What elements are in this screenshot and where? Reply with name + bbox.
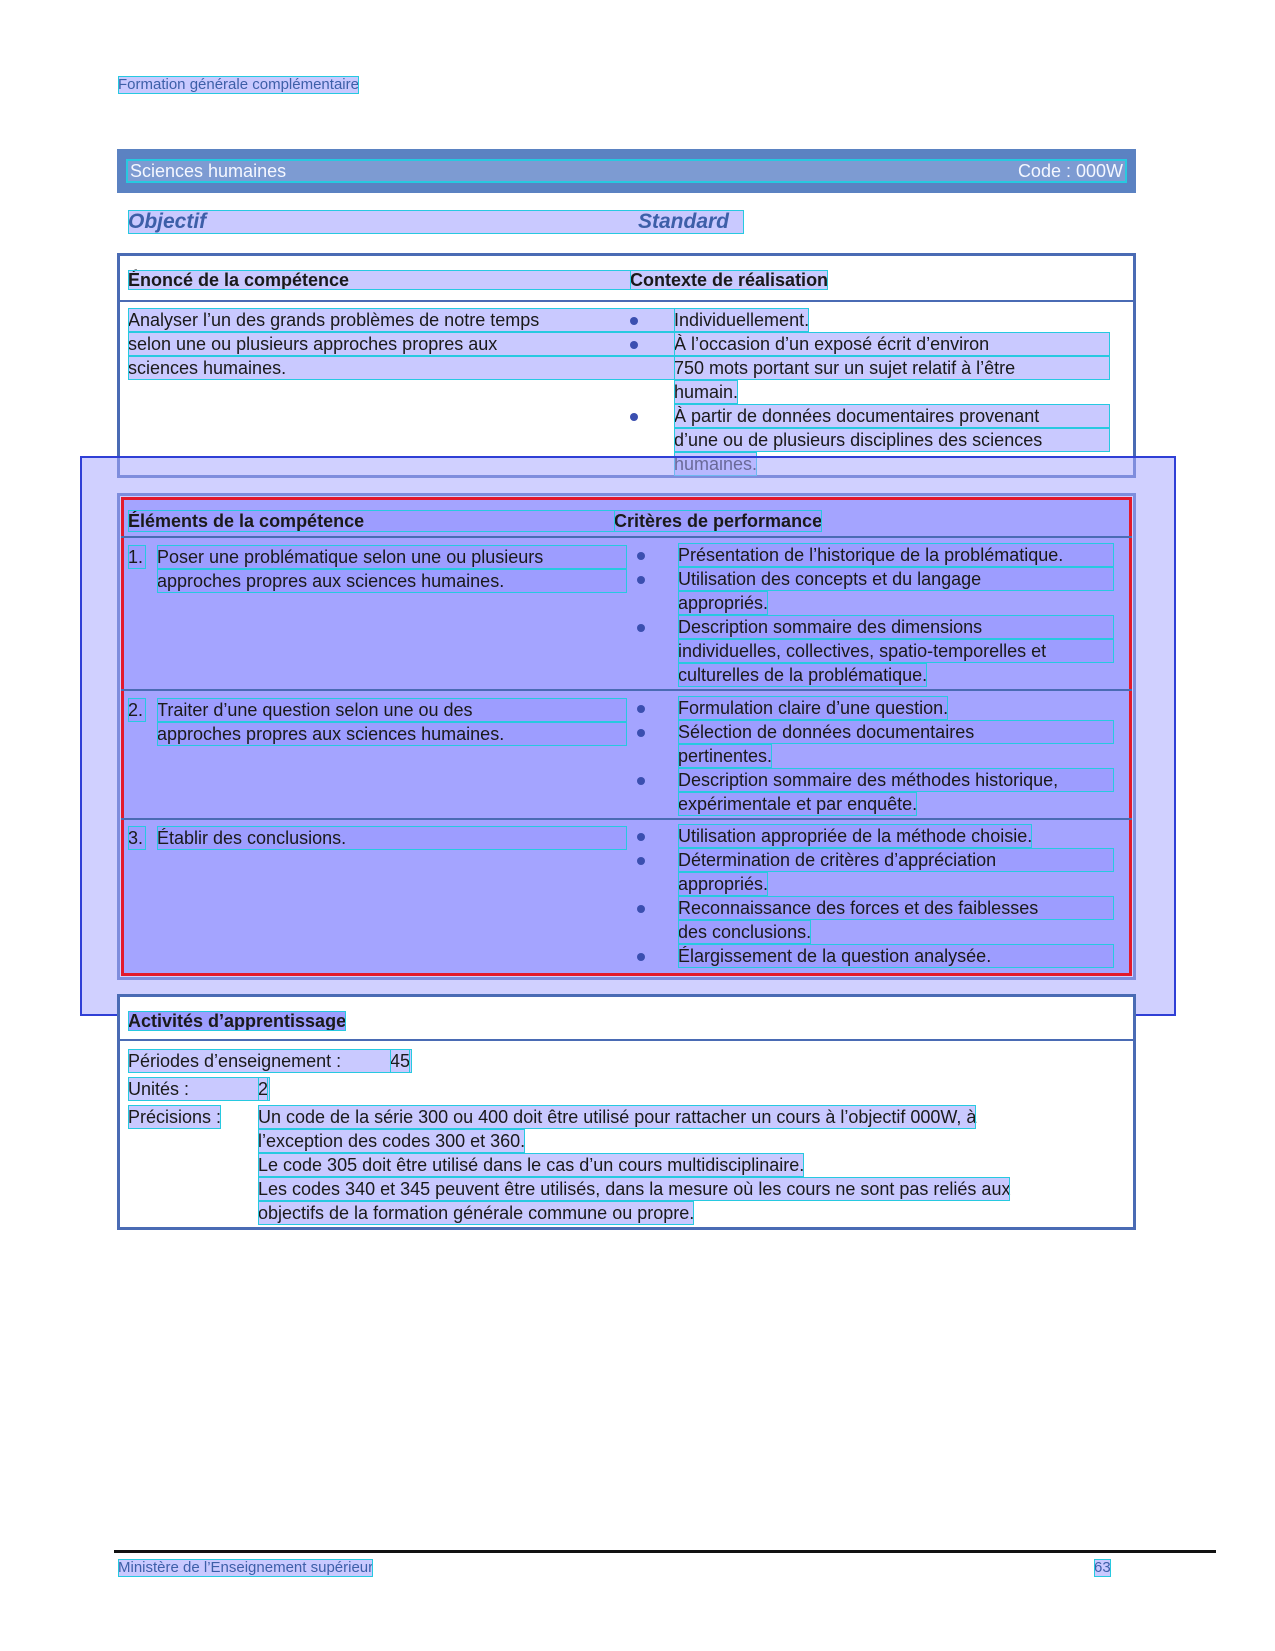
precisions-line: Un code de la série 300 ou 400 doit être utilisé pour rattacher un cours à l’objectif 000W, à (258, 1107, 977, 1127)
header-elements: Éléments de la compétence (128, 511, 365, 531)
competence-line: selon une ou plusieurs approches propres aux (128, 332, 744, 356)
header-activites: Activités d’apprentissage (128, 1011, 347, 1031)
bullet-icon (637, 953, 645, 961)
bullet-icon (630, 317, 638, 325)
contexte-line: À l’occasion d’un exposé écrit d’environ (674, 332, 1110, 356)
critere-line: pertinentes. (678, 746, 773, 766)
critere-line: Utilisation appropriée de la méthode choisie. (678, 826, 1033, 846)
bullet-icon (637, 905, 645, 913)
competence-line: sciences humaines. (128, 356, 744, 380)
critere-line: expérimentale et par enquête. (678, 794, 918, 814)
precisions-text (258, 1105, 1118, 1225)
footer-ministry: Ministère de l’Enseignement supérieur (118, 1559, 374, 1576)
label-standard: Standard (638, 210, 730, 233)
element-number: 2. (128, 698, 146, 722)
bullet-icon (637, 777, 645, 785)
element-line: Établir des conclusions. (157, 826, 627, 850)
element-line: approches propres aux sciences humaines. (157, 569, 627, 593)
element-number: 3. (128, 826, 146, 850)
enonce-header-row (120, 256, 1133, 302)
critere-line: appropriés. (678, 874, 769, 894)
running-header: Formation générale complémentaire (118, 76, 359, 93)
bullet-icon (637, 552, 645, 560)
precisions-line: Les codes 340 et 345 peuvent être utilisés, dans la mesure où les cours ne sont pas reliés aux (258, 1179, 1011, 1199)
row-divider (121, 818, 1132, 820)
precisions-line: l’exception des codes 300 et 360. (258, 1131, 526, 1151)
bullet-icon (637, 729, 645, 737)
precisions-line: Le code 305 doit être utilisé dans le cas d’un cours multidisciplinaire. (258, 1155, 805, 1175)
header-criteres: Critères de performance (614, 511, 823, 531)
page-number: 63 (1094, 1559, 1111, 1576)
unites-value: 2 (258, 1079, 269, 1099)
section-labels (128, 210, 744, 234)
contexte-list (630, 308, 1110, 476)
criteres-list-2 (634, 696, 1114, 816)
critere-line: Description sommaire des méthodes historique, (678, 768, 1114, 792)
bullet-icon (637, 705, 645, 713)
element-line: Poser une problématique selon une ou plusieurs (157, 545, 627, 569)
periodes-value: 45 (390, 1051, 411, 1071)
critere-line: Sélection de données documentaires (678, 720, 1114, 744)
header-criteres-wrap (614, 510, 822, 532)
activites-header-row (120, 997, 1133, 1041)
bullet-icon (637, 833, 645, 841)
critere-line: Description sommaire des dimensions (678, 615, 1114, 639)
label-objectif: Objectif (128, 210, 744, 234)
unites-label: Unités : (128, 1077, 270, 1101)
contexte-line: d’une ou de plusieurs disciplines des sciences (674, 428, 1110, 452)
contexte-line: À partir de données documentaires provenant (674, 404, 1110, 428)
header-enonce: Énoncé de la compétence (128, 270, 744, 290)
precisions-label: Précisions : (128, 1107, 222, 1127)
critere-line: culturelles de la problématique. (678, 665, 928, 685)
periodes-label: Périodes d’enseignement : (128, 1049, 412, 1073)
criteres-list-3 (634, 824, 1114, 968)
row-divider (121, 536, 1132, 538)
critere-line: Présentation de l’historique de la problématique. (678, 543, 1114, 567)
footer-rule (114, 1550, 1216, 1553)
row-divider (121, 689, 1132, 691)
contexte-line: 750 mots portant sur un sujet relatif à l’être (674, 356, 1110, 380)
element-line: Traiter d’une question selon une ou des (157, 698, 627, 722)
activites-table (117, 994, 1136, 1230)
critere-line: Détermination de critères d’appréciation (678, 848, 1114, 872)
subject-bar (117, 149, 1136, 193)
critere-line: Formulation claire d’une question. (678, 698, 949, 718)
header-contexte: Contexte de réalisation (630, 270, 829, 290)
critere-line: Élargissement de la question analysée. (678, 944, 1114, 968)
bullet-icon (630, 413, 638, 421)
element-line: approches propres aux sciences humaines. (157, 722, 627, 746)
contexte-line: humain. (674, 382, 739, 402)
activites-body (128, 1049, 1118, 1223)
critere-line: individuelles, collectives, spatio-temporelles et (678, 639, 1114, 663)
critere-line: Utilisation des concepts et du langage (678, 567, 1114, 591)
subject-title: Sciences humaines (130, 161, 287, 181)
bullet-icon (630, 341, 638, 349)
critere-line: appropriés. (678, 593, 769, 613)
course-code: Code : 000W (1017, 161, 1123, 181)
competence-line: Analyser l’un des grands problèmes de notre temps (128, 308, 744, 332)
enonce-table (117, 253, 1136, 478)
contexte-line: Individuellement. (674, 310, 810, 330)
element-number: 1. (128, 545, 146, 569)
bullet-icon (637, 624, 645, 632)
critere-line: des conclusions. (678, 922, 812, 942)
bullet-icon (637, 576, 645, 584)
bullet-icon (637, 857, 645, 865)
critere-line: Reconnaissance des forces et des faiblesses (678, 896, 1114, 920)
precisions-line: objectifs de la formation générale commune ou propre. (258, 1203, 695, 1223)
criteres-list-1 (634, 543, 1114, 687)
header-elements-wrap (128, 510, 618, 532)
